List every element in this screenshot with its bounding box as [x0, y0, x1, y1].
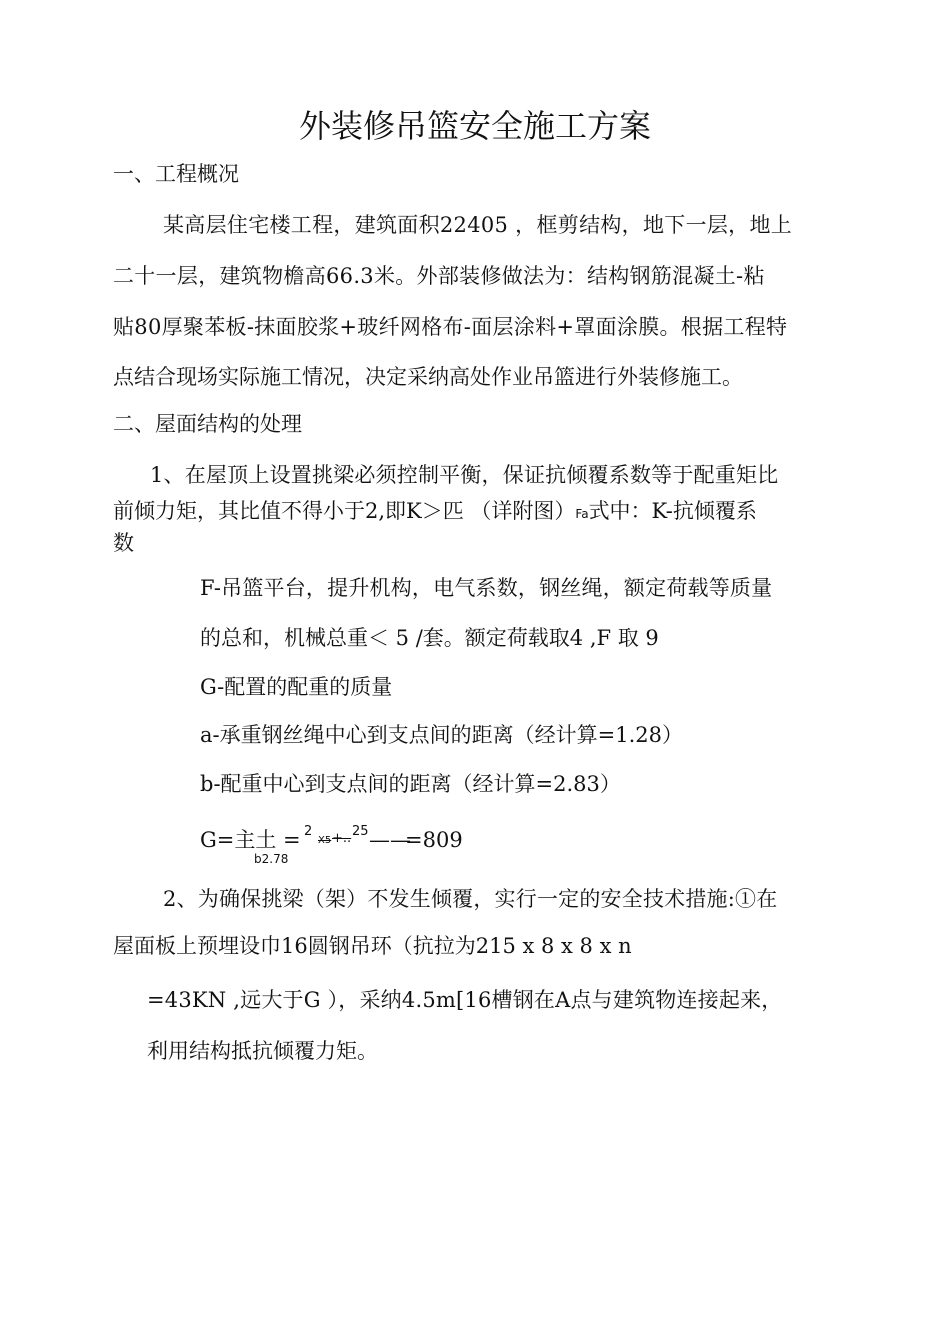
paragraph-line: 1、在屋顶上设置挑梁必须控制平衡，保证抗倾覆系数等于配重矩比 [150, 463, 779, 487]
formula-rhs: =809 [405, 828, 463, 852]
paragraph-line: =43KN ,远大于G ），采纳4.5m[16槽钢在A点与建筑物连接起来， [147, 988, 783, 1012]
definition-line: G-配置的配重的质量 [200, 675, 393, 699]
paragraph-line: 屋面板上预埋设巾16圆钢吊环（抗拉为215 x 8 x 8 x n [113, 934, 632, 958]
definition-line: F-吊篮平台，提升机构，电气系数，钢丝绳，额定荷载等质量 [200, 576, 773, 600]
formula-fragment: X5 [318, 835, 332, 846]
paragraph-line: 利用结构抵抗倾覆力矩。 [147, 1039, 378, 1063]
formula-text: 前倾力矩，其比值不得小于2,即K＞匹 （详附图） [113, 499, 576, 523]
paragraph-line: 贴80厚聚苯板-抹面胶浆+玻纤网格布-面层涂料+罩面涂膜。根据工程特 [113, 315, 788, 339]
formula-dash: —— [369, 828, 411, 852]
paragraph-line: 点结合现场实际施工情况，决定采纳高处作业吊篮进行外装修施工。 [113, 365, 743, 389]
formula-denominator: b2.78 [254, 852, 289, 866]
formula-lhs: G=主土 = [200, 828, 301, 852]
subscript-label: Fa [575, 507, 589, 521]
definition-line: b-配重中心到支点间的距离（经计算=2.83） [200, 772, 621, 796]
paragraph-line: 二十一层，建筑物檐高66.3米。外部装修做法为：结构钢筋混凝土-粘 [113, 264, 765, 288]
document-title: 外装修吊篮安全施工方案 [298, 107, 651, 145]
paragraph-line: 2、为确保挑梁（架）不发生倾覆，实行一定的安全技术措施:①在 [163, 887, 778, 911]
definition-line: 的总和，机械总重＜ 5 /套。额定荷载取4 ,F 取 9 [200, 626, 659, 650]
formula-fragment: +.. [332, 831, 352, 846]
formula-fragment: 25 [352, 824, 369, 839]
paragraph-line: 某高层住宅楼工程，建筑面积22405 ，框剪结构，地下一层，地上 [163, 213, 793, 237]
section-heading-roof: 二、屋面结构的处理 [113, 412, 302, 436]
paragraph-line [113, 497, 757, 528]
definition-line: a-承重钢丝绳中心到支点间的距离（经计算=1.28） [200, 723, 683, 747]
section-heading-overview: 一、工程概况 [113, 162, 239, 186]
paragraph-line: 数 [113, 531, 134, 555]
formula-fragment: 2 [304, 824, 313, 839]
formula-text: 式中：K-抗倾覆系 [588, 499, 757, 523]
